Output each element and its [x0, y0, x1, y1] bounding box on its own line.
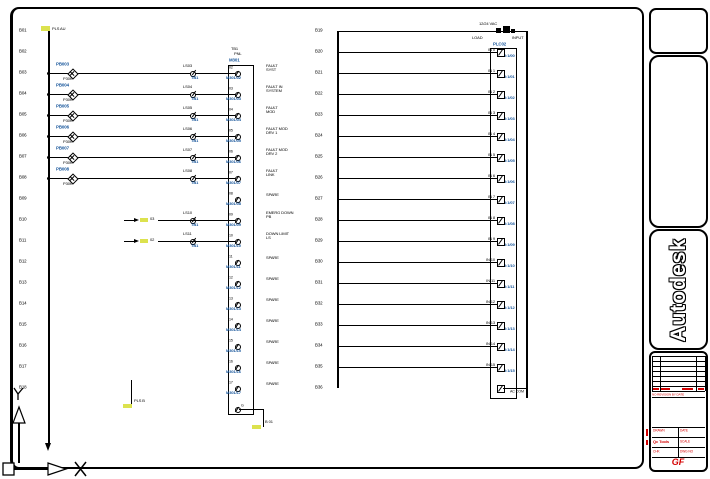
titleblock-line — [678, 427, 679, 457]
io-description: SPARE — [266, 276, 279, 281]
titleblock-field: SCALE — [680, 439, 691, 443]
plc-glyph — [511, 29, 515, 33]
plc-address: I:1/00 — [505, 53, 515, 58]
terminal-stub-wire — [228, 241, 235, 242]
ground-wire — [239, 409, 264, 410]
terminal-address: M301/15 — [226, 348, 241, 353]
plc-pin-label: IN 9 — [488, 236, 495, 241]
io-description: FAULT — [266, 105, 278, 110]
left-rung-label: B06 — [19, 132, 27, 138]
contact-tag: LS04 — [183, 84, 192, 89]
pushbutton-desc: P30K — [63, 160, 73, 165]
plc-address: I:1/01 — [505, 74, 515, 79]
plc-address: I:1/09 — [505, 242, 515, 247]
terminal-address: M301/05 — [226, 138, 241, 143]
strip-name: M301 — [229, 56, 240, 62]
wire-source-label: PLS AU — [52, 26, 66, 31]
left-rung-label: B14 — [19, 300, 27, 306]
plc-pin-label: IN 15 — [485, 362, 495, 367]
contact-tag: LS07 — [183, 147, 192, 152]
terminal-address: M301/11 — [226, 264, 241, 269]
plc-address: I:1/02 — [505, 95, 515, 100]
terminal-number: 08 — [229, 191, 233, 196]
margin-tick — [646, 440, 648, 445]
terminal-address: M301/16 — [226, 369, 241, 374]
terminal-address: M301/10 — [226, 243, 241, 248]
right-rung-label: B34 — [315, 342, 323, 348]
pushbutton-desc: P30K — [63, 118, 73, 123]
wire-source-tag — [140, 239, 148, 243]
right-rung-label: B35 — [315, 363, 323, 369]
titleblock-field: DRAWN — [653, 428, 665, 433]
left-rung-label: B01 — [19, 27, 27, 33]
wire-dest-tag — [252, 425, 261, 429]
right-rung-label: B36 — [315, 384, 323, 390]
pushbutton-tag: PB003 — [56, 61, 69, 67]
plc-glyph — [503, 26, 510, 33]
terminal-address: M301/02 — [226, 75, 241, 80]
left-rung-label: B05 — [19, 111, 27, 117]
contact-ref: TB1 — [191, 159, 199, 164]
dest-stub-wire — [131, 380, 132, 404]
right-rung-label: B29 — [315, 237, 323, 243]
junction-dot — [47, 135, 50, 138]
plc-pin-label: IN 12 — [485, 299, 495, 304]
autodesk-logo: Autodesk — [666, 237, 690, 342]
revision-entry — [698, 388, 704, 391]
contact-ref: TB1 — [191, 75, 199, 80]
right-rung-label: B26 — [315, 174, 323, 180]
terminal-address: M301/09 — [226, 222, 241, 227]
strip-header: TB1 — [231, 46, 239, 51]
contact-ref: TB1 — [191, 117, 199, 122]
pushbutton-tag: PB006 — [56, 124, 69, 130]
plc-address: I:1/11 — [505, 284, 515, 289]
revision-grid-line — [696, 356, 697, 391]
wire-dest-label: PLS B — [134, 398, 145, 403]
plc-address: I:1/03 — [505, 116, 515, 121]
terminal-stub-wire — [228, 73, 235, 74]
io-description: SYSTEM — [266, 88, 282, 93]
titleblock-field: Qc Tools — [653, 439, 670, 444]
right-rung-label: B20 — [315, 48, 323, 54]
plc-pin-label: IN 11 — [486, 278, 495, 283]
plc-pin-label: IN 1 — [488, 68, 495, 73]
right-rung-label: B21 — [315, 69, 323, 75]
plc-pin-label: IN 7 — [488, 194, 495, 199]
plc-pin-label: IN 13 — [485, 320, 495, 325]
io-description: FAULT MOD — [266, 126, 288, 131]
ground-terminal-number: G — [241, 403, 244, 408]
rung-wire — [158, 241, 228, 242]
right-rung-label: B32 — [315, 300, 323, 306]
contact-tag: LS05 — [183, 105, 192, 110]
left-rung-label: B09 — [19, 195, 27, 201]
terminal-stub-wire — [228, 94, 235, 95]
contact-ref: TB1 — [191, 243, 199, 248]
plc-glyph — [496, 28, 501, 33]
plc-tag: PLC02 — [493, 41, 507, 47]
io-description: LS — [266, 235, 271, 240]
io-description: SPARE — [266, 360, 279, 365]
pushbutton-tag: PB005 — [56, 103, 69, 109]
right-rung-label: B31 — [315, 279, 323, 285]
plc-address: I:1/08 — [505, 221, 515, 226]
right-rung-label: B27 — [315, 195, 323, 201]
io-description: SPARE — [266, 381, 279, 386]
left-rung-label: B17 — [19, 363, 27, 369]
terminal-number: 16 — [229, 359, 233, 364]
wire-dest-label: B 01 — [265, 419, 273, 424]
io-description: SYST — [266, 67, 277, 72]
io-description: FAULT — [266, 63, 278, 68]
terminal-address: M301/14 — [226, 327, 241, 332]
terminal-number: 17 — [229, 380, 233, 385]
left-rung-label: B12 — [19, 258, 27, 264]
left-rung-label: B04 — [19, 90, 27, 96]
terminal-stub-wire — [228, 136, 235, 137]
plc-header: 12/24 VAC — [479, 21, 498, 26]
terminal-address: M301/17 — [226, 390, 241, 395]
terminal-number: 09 — [229, 212, 233, 217]
titleblock-line — [652, 397, 705, 398]
terminal-number: 07 — [229, 170, 233, 175]
plc-com-label: AC COM — [510, 389, 524, 394]
terminal-number: 15 — [229, 338, 233, 343]
right-rung-label: B22 — [315, 90, 323, 96]
plc-pin-label: IN 2 — [488, 89, 495, 94]
io-description: DRV 1 — [266, 130, 278, 135]
plc-address: I:1/06 — [505, 179, 515, 184]
junction-dot — [47, 72, 50, 75]
plc-pin-label: IN 14 — [485, 341, 495, 346]
right-rail-left — [337, 31, 339, 388]
plc-address: I:1/07 — [505, 200, 515, 205]
io-description: PB — [266, 214, 272, 219]
plc-address: I:1/13 — [505, 326, 515, 331]
pushbutton-desc: P30K — [63, 139, 73, 144]
pushbutton-tag: PB008 — [56, 166, 69, 172]
terminal-address: M301/04 — [226, 117, 241, 122]
left-rung-label: B08 — [19, 174, 27, 180]
rung-wire — [158, 220, 228, 221]
io-description: SPARE — [266, 318, 279, 323]
terminal-stub-wire — [228, 220, 235, 221]
wire-dest-tag — [123, 404, 132, 408]
contact-ref: TB1 — [191, 138, 199, 143]
source-stub-wire — [124, 241, 134, 242]
right-rung-label: B30 — [315, 258, 323, 264]
contact-tag: LS08 — [183, 168, 192, 173]
terminal-number: 02 — [229, 65, 233, 70]
plc-address: I:1/12 — [505, 305, 515, 310]
contact-ref: TB1 — [191, 180, 199, 185]
left-rung-label: B10 — [19, 216, 27, 222]
revision-entry — [682, 388, 693, 391]
junction-dot — [47, 93, 50, 96]
plc-header-right: INPUT — [512, 35, 524, 40]
junction-dot — [47, 114, 50, 117]
pushbutton-desc: P30K — [63, 181, 73, 186]
revision-entry — [661, 388, 670, 391]
plc-address: I:1/04 — [505, 137, 515, 142]
io-description: FAULT IN — [266, 84, 283, 89]
right-rung-label: B25 — [315, 153, 323, 159]
plc-address: I:1/05 — [505, 158, 515, 163]
terminal-number: 05 — [229, 128, 233, 133]
sheet-code: GF — [671, 457, 685, 467]
revision-grid-line — [652, 356, 653, 391]
plc-pin-label: IN 8 — [488, 215, 495, 220]
terminal-number: 13 — [229, 296, 233, 301]
pushbutton-desc: P30K — [63, 76, 73, 81]
contact-tag: LS06 — [183, 126, 192, 131]
plc-pin-label: IN 0 — [488, 47, 495, 52]
terminal-number: 04 — [229, 107, 233, 112]
pushbutton-tag: PB007 — [56, 145, 69, 151]
terminal-address: M301/07 — [226, 180, 241, 185]
contact-tag: LS03 — [183, 63, 192, 68]
left-rung-label: B16 — [19, 342, 27, 348]
terminal-number: 11 — [229, 254, 233, 259]
left-rung-label: B18 — [19, 384, 27, 390]
plc-pin-label: IN 4 — [488, 131, 495, 136]
revision-grid-line — [660, 356, 661, 391]
io-description: LINK — [266, 172, 275, 177]
terminal-number: 06 — [229, 149, 233, 154]
source-stub-wire — [124, 220, 134, 221]
terminal-number: 03 — [229, 86, 233, 91]
io-description: SPARE — [266, 339, 279, 344]
io-description: EMERG DOWN — [266, 210, 294, 215]
plc-address: I:1/14 — [505, 347, 515, 352]
contact-ref: TB1 — [191, 96, 199, 101]
io-description: SPARE — [266, 192, 279, 197]
right-rung-label: B24 — [315, 132, 323, 138]
plc-pin-label: IN 10 — [485, 257, 495, 262]
io-description: DOWN LIMIT — [266, 231, 289, 236]
right-rung-label: B28 — [315, 216, 323, 222]
revision-entry — [653, 388, 659, 391]
terminal-address: M301/03 — [226, 96, 241, 101]
right-rail-right — [526, 31, 528, 398]
contact-ref: TB1 — [191, 222, 199, 227]
pushbutton-tag: PB004 — [56, 82, 69, 88]
left-rung-label: B02 — [19, 48, 27, 54]
left-rung-label: B07 — [19, 153, 27, 159]
titleblock-field: DWG NO — [680, 449, 694, 453]
source-arrow — [134, 218, 139, 222]
plc-pin-label: IN 3 — [488, 110, 495, 115]
contact-tag: LS10 — [183, 210, 192, 215]
terminal-address: M301/12 — [226, 285, 241, 290]
left-rung-label: B03 — [19, 69, 27, 75]
terminal-address: M301/08 — [226, 201, 241, 206]
wire-source-label: 03 — [150, 216, 155, 221]
junction-dot — [47, 156, 50, 159]
plc-pin-label: IN 6 — [488, 173, 495, 178]
plc-pin-label: IN 5 — [488, 152, 495, 157]
revision-note: NO REVISION BY DATE — [652, 392, 685, 396]
terminal-address: M301/06 — [226, 159, 241, 164]
right-rung-label: B23 — [315, 111, 323, 117]
pushbutton-desc: P30K — [63, 97, 73, 102]
right-rung-label: B33 — [315, 321, 323, 327]
terminal-stub-wire — [228, 178, 235, 179]
plc-address: I:1/15 — [505, 368, 515, 373]
io-description: FAULT MOD — [266, 147, 288, 152]
terminal-address: M301/13 — [226, 306, 241, 311]
left-rung-label: B13 — [19, 279, 27, 285]
junction-dot — [47, 177, 50, 180]
plc-address: I:1/10 — [505, 263, 515, 268]
titleblock-field: DATE — [680, 428, 688, 433]
terminal-number: 14 — [229, 317, 233, 322]
terminal-stub-wire — [228, 157, 235, 158]
terminal-number: 12 — [229, 275, 233, 280]
margin-tick — [646, 429, 648, 436]
io-description: SPARE — [266, 297, 279, 302]
terminal-stub-wire — [228, 115, 235, 116]
contact-tag: LS11 — [183, 231, 192, 236]
source-arrow — [134, 239, 139, 243]
wire-source-label: 02 — [150, 237, 155, 242]
revision-grid-line — [705, 356, 706, 391]
left-rung-label: B11 — [19, 237, 27, 243]
io-description: DRV 2 — [266, 151, 278, 156]
ground-wire-drop — [263, 409, 264, 427]
titleblock-field: CHK — [653, 449, 660, 453]
right-rung-label: B19 — [315, 27, 323, 33]
terminal-number: 10 — [229, 233, 233, 238]
io-description: MOD — [266, 109, 276, 114]
wire-source-tag — [41, 26, 50, 31]
io-description: SPARE — [266, 255, 279, 260]
strip-header-sub: PNL — [234, 51, 242, 56]
left-rung-label: B15 — [19, 321, 27, 327]
plc-header-left: LOAD — [472, 35, 483, 40]
wire-source-tag — [140, 218, 148, 222]
io-description: FAULT — [266, 168, 278, 173]
